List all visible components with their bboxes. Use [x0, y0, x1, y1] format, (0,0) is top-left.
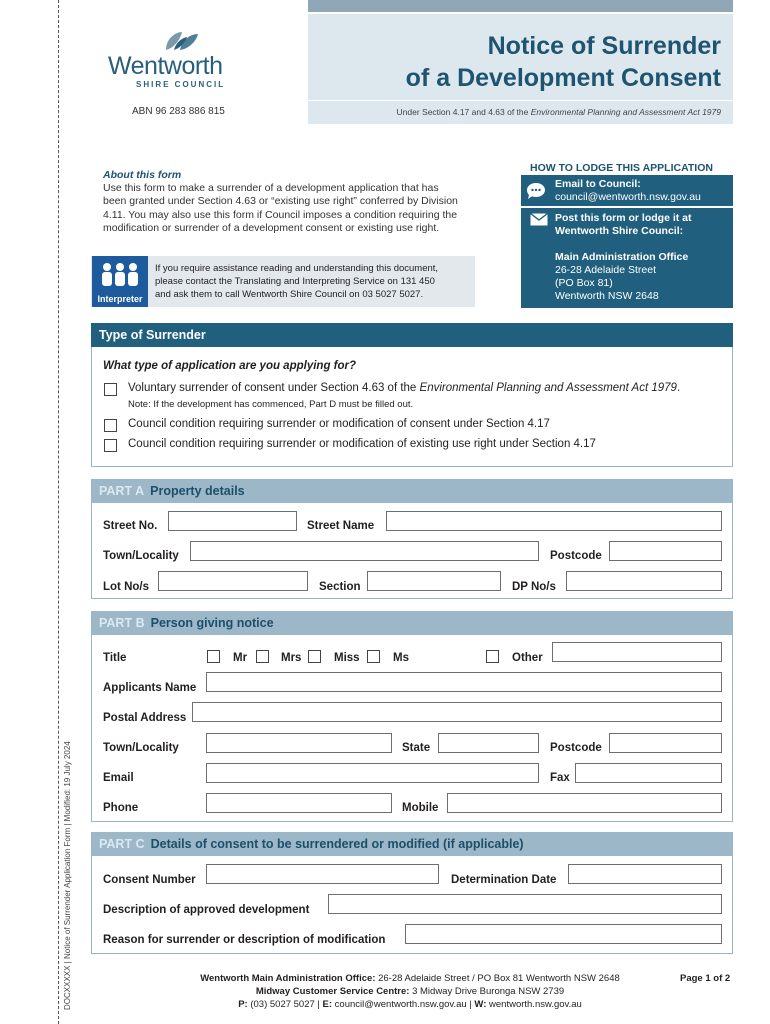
voluntary-surrender-note: Note: If the development has commenced, Part D must be filled out.	[128, 399, 414, 410]
interpreter-text: If you require assistance reading and understanding this document, please contact the Translating and Interpreting Service on 131 450 and ask them to call Wentworth Shire Council on 03 5027 5027.	[155, 263, 439, 300]
council-logo	[108, 30, 258, 100]
applicant-postcode-label: Postcode	[550, 742, 602, 754]
footer-midway-centre: Midway Customer Service Centre: 3 Midway Drive Buronga NSW 2739	[255, 986, 565, 997]
ms-label: Ms	[393, 652, 409, 664]
consent-condition-label: Council condition requiring surrender or modification of consent under Section 4.17	[128, 418, 550, 430]
street-no-label: Street No.	[103, 520, 158, 532]
dp-label: DP No/s	[512, 581, 556, 593]
fax-label: Fax	[550, 772, 570, 784]
part-a-header: PART A Property details	[91, 479, 733, 503]
part-c-header: PART C Details of consent to be surrendered or modified (if applicable)	[91, 832, 733, 856]
chat-bubble-icon	[526, 182, 546, 200]
about-heading: About this form	[103, 169, 182, 181]
email-field[interactable]	[206, 763, 539, 783]
voluntary-surrender-label: Voluntary surrender of consent under Section 4.63 of the Environmental Planning and Assessment Act 1979.	[128, 382, 681, 394]
reason-label: Reason for surrender or description of modification	[103, 934, 386, 946]
other-label: Other	[512, 652, 543, 664]
footer-main-office: Wentworth Main Administration Office: 26-28 Adelaide Street / PO Box 81 Wentworth NSW 2648	[200, 973, 620, 984]
logo-wordmark: Wentworth	[108, 52, 223, 80]
lodge-heading: HOW TO LODGE THIS APPLICATION	[530, 162, 713, 174]
council-email[interactable]: council@wentworth.nsw.gov.au	[555, 191, 701, 203]
other-checkbox[interactable]	[486, 650, 499, 663]
reason-field[interactable]	[405, 924, 722, 944]
street-name-field[interactable]	[386, 511, 722, 531]
ms-checkbox[interactable]	[367, 650, 380, 663]
leaf-icon	[160, 30, 204, 52]
part-b-header: PART B Person giving notice	[91, 611, 733, 635]
title-label: Title	[103, 652, 127, 664]
dp-field[interactable]	[566, 571, 722, 591]
voluntary-surrender-checkbox[interactable]	[104, 383, 117, 396]
postcode-field[interactable]	[609, 541, 722, 561]
description-label: Description of approved development	[103, 904, 310, 916]
mobile-label: Mobile	[402, 802, 439, 814]
cut-line	[58, 0, 59, 1024]
fax-field[interactable]	[575, 763, 722, 783]
town-label: Town/Locality	[103, 550, 179, 562]
form-title-line1: Notice of Surrender	[487, 32, 721, 60]
office-name: Main Administration Office	[555, 251, 689, 263]
town-field[interactable]	[190, 541, 539, 561]
consent-condition-checkbox[interactable]	[104, 419, 117, 432]
post-line1: Post this form or lodge it at	[555, 212, 692, 224]
header-accent-bar	[308, 0, 733, 12]
mrs-label: Mrs	[281, 652, 302, 664]
existing-use-condition-label: Council condition requiring surrender or modification of existing use right under Section 4.17	[128, 438, 596, 450]
lodge-panel	[521, 175, 733, 308]
side-document-reference: DOCXXXXX | Notice of Surrender Application Form | Modified: 19 July 2024	[63, 741, 72, 1010]
form-title-line2: of a Development Consent	[405, 64, 721, 92]
mr-checkbox[interactable]	[207, 650, 220, 663]
title-panel	[308, 14, 733, 100]
section-field[interactable]	[367, 571, 501, 591]
application-type-question: What type of application are you applying for?	[103, 360, 357, 372]
email-label: Email	[103, 772, 134, 784]
lot-label: Lot No/s	[103, 581, 149, 593]
lodge-divider	[521, 206, 733, 208]
section-label: Section	[319, 581, 361, 593]
state-field[interactable]	[438, 733, 539, 753]
other-title-field[interactable]	[552, 642, 722, 662]
consent-number-label: Consent Number	[103, 874, 196, 886]
state-label: State	[402, 742, 431, 754]
office-address3: Wentworth NSW 2648	[555, 290, 659, 302]
lot-field[interactable]	[158, 571, 308, 591]
subtitle-panel	[308, 101, 733, 124]
applicant-town-field[interactable]	[206, 733, 392, 753]
miss-label: Miss	[334, 652, 360, 664]
street-no-field[interactable]	[168, 511, 297, 531]
mrs-checkbox[interactable]	[256, 650, 269, 663]
determination-date-field[interactable]	[568, 864, 722, 884]
people-icon	[98, 260, 142, 288]
postal-address-field[interactable]	[192, 702, 722, 722]
office-address1: 26-28 Adelaide Street	[555, 264, 656, 276]
determination-date-label: Determination Date	[451, 874, 557, 886]
postcode-label: Postcode	[550, 550, 602, 562]
mobile-field[interactable]	[447, 793, 722, 813]
applicant-name-label: Applicants Name	[103, 682, 197, 694]
post-line2: Wentworth Shire Council:	[555, 225, 684, 237]
footer-contacts: P: (03) 5027 5027 | E: council@wentworth.nsw.gov.au | W: wentworth.nsw.gov.au	[238, 999, 582, 1010]
applicant-town-label: Town/Locality	[103, 742, 179, 754]
mr-label: Mr	[233, 652, 248, 664]
logo-subtitle: SHIRE COUNCIL	[136, 80, 226, 89]
about-text: Use this form to make a surrender of a development application that has been granted under Section 4.63 or “existing use right” conferred by Division 4.11. You may also use this form if Council imposes a condition requiring the modification or surrender of a development consent or existing use right.	[103, 182, 458, 235]
postal-address-label: Postal Address	[103, 712, 187, 724]
type-of-surrender-header: Type of Surrender	[91, 323, 733, 347]
interpreter-label: Interpreter	[97, 294, 143, 304]
description-field[interactable]	[328, 894, 722, 914]
miss-checkbox[interactable]	[308, 650, 321, 663]
page-number: Page 1 of 2	[680, 973, 731, 984]
phone-field[interactable]	[206, 793, 392, 813]
applicant-name-field[interactable]	[206, 672, 722, 692]
phone-label: Phone	[103, 802, 139, 814]
envelope-icon	[530, 213, 548, 226]
applicant-postcode-field[interactable]	[609, 733, 722, 753]
street-name-label: Street Name	[307, 520, 375, 532]
interpreter-logo	[92, 256, 148, 307]
abn-number: ABN 96 283 886 815	[132, 106, 225, 117]
existing-use-condition-checkbox[interactable]	[104, 439, 117, 452]
consent-number-field[interactable]	[206, 864, 439, 884]
email-label: Email to Council:	[555, 178, 641, 190]
office-address2: (PO Box 81)	[555, 277, 613, 289]
form-subtitle: Under Section 4.17 and 4.63 of the Environmental Planning and Assessment Act 1979	[396, 107, 721, 117]
